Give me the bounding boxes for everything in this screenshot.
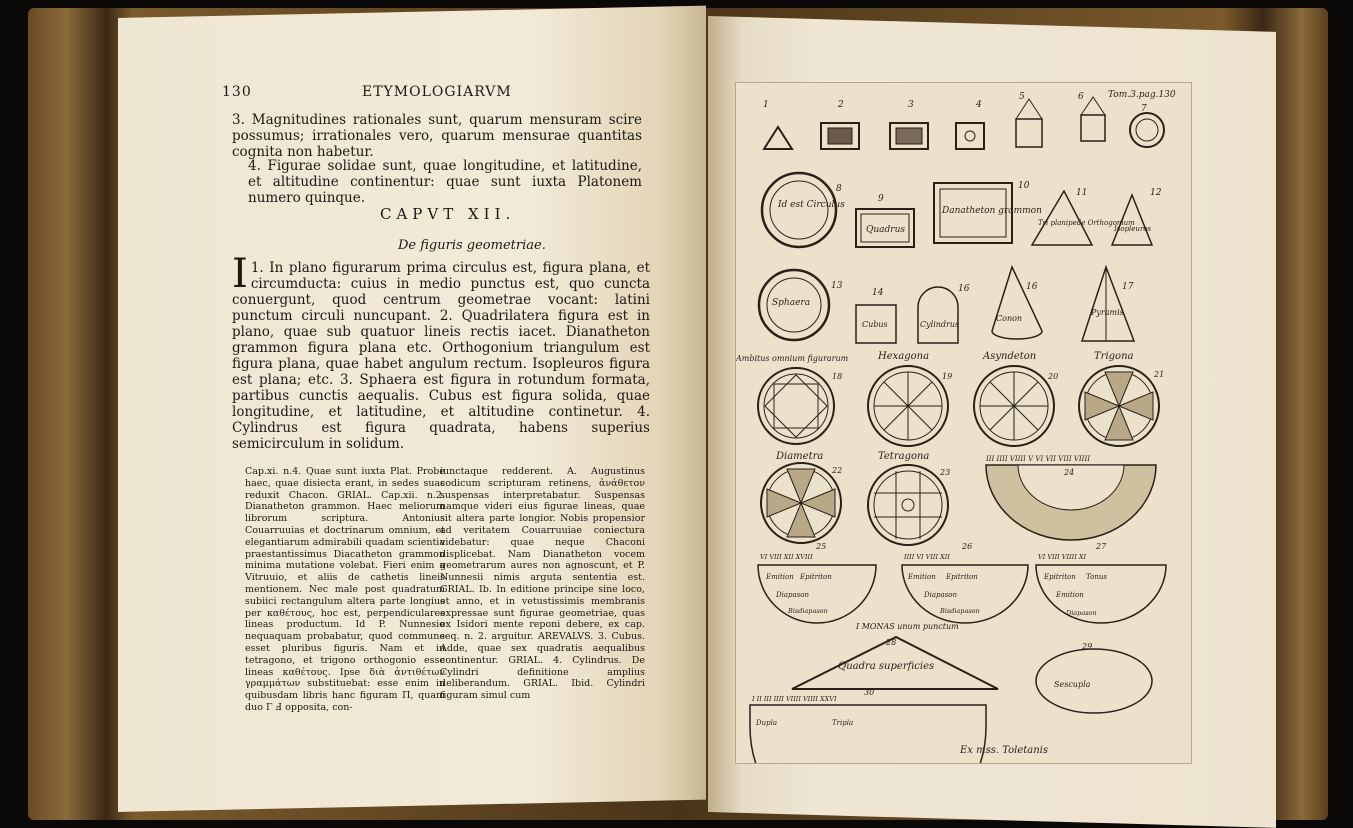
svg-text:23: 23 [940, 468, 951, 477]
footnote-right-column: iunctaque redderent. A. Augustinus codicum scripturam retinens, ἀνάθετον suspensas interpretabatur. Suspensas namque videri eius figurae lineas, quae sit altera parte longior. Nobis propensior ad veritatem Couarruuiae coniectura videbatur: quae neque Chaconi displicebat. Nam Dianatheton vocem geometrarum aures non agnoscunt, et P. Nunnesii nimis arguta sententia est. GRIAL. Ib. In editione principe sine loco, et anno, et in vetustissimis membranis expressae sunt figurae geometriae, quas ex Isidori mente reponi debere, ex cap. seq. n. 2. arguitur. AREVALVS. 3. Cubus. Adde, quae sex quadratis aequalibus continentur. GRIAL. 4. Cylindrus. De Cylindri definitione amplius deliberandum. GRIAL. Ibid. Cylindri figuram simul cum [440, 466, 645, 702]
svg-text:9: 9 [878, 194, 884, 204]
chapter-subtitle: De figuris geometriae. [398, 238, 546, 253]
svg-text:Cylindrus: Cylindrus [920, 320, 960, 329]
svg-text:Quadrus: Quadrus [866, 225, 906, 235]
chapter-body-text: 1. In plano figurarum prima circulus est, figura plana, et circumducta: cuius in medio punctus est, quo cuncta conuergunt, quod centrum geometrae vocant: latini punctum circuli nuncupant. 2. Quadrilatera figura est in plano, quae sub quatuor lineis rectis iacet. Dianatheton grammon figura plana etc. Orthogonium triangulum est figura plana, quae habet angulum rectum. Isopleuros figura est plana; etc. 3. Sphaera est figura in rotundum formata, partibus cunctis aequalis. Cubus est figura solida, quae longitudine, et latitudine, et altitudine continetur. 4. Cylindrus est figura quadrata, habens superius semicirculum in solidum. [232, 260, 650, 452]
svg-text:Tripla: Tripla [832, 719, 854, 727]
svg-text:1: 1 [763, 100, 769, 110]
paragraph-figurae-solidae: 4. Figurae solidae sunt, quae longitudine, et latitudine, et altitudine continentur: quae sunt iuxta Platonem numero quinque. [248, 158, 642, 206]
svg-text:18: 18 [832, 372, 843, 381]
svg-text:5: 5 [1019, 92, 1025, 102]
geometric-plate [735, 82, 1192, 764]
svg-text:Trigona: Trigona [1094, 351, 1134, 362]
svg-text:VI VIII VIIII XI: VI VIII VIIII XI [1038, 553, 1087, 561]
svg-text:Epitriton: Epitriton [1044, 573, 1076, 581]
svg-text:30: 30 [864, 688, 875, 697]
svg-text:25: 25 [816, 542, 827, 551]
row5-figures [761, 451, 1156, 545]
paragraph-magnitudines: 3. Magnitudines rationales sunt, quarum mensuram scire possumus; irrationales vero, quarum mensurae quantitas cognita non habetur. [232, 112, 642, 160]
svg-text:Diapason: Diapason [924, 591, 957, 599]
svg-text:20: 20 [1048, 372, 1059, 381]
svg-text:Danatheton grammon: Danatheton grammon [942, 206, 1042, 216]
svg-text:Bisdiapason: Bisdiapason [940, 607, 980, 615]
svg-text:Tetragona: Tetragona [878, 451, 930, 462]
row7-figures [750, 622, 1152, 763]
plate-drawing [736, 83, 1191, 763]
svg-text:Epitriton: Epitriton [800, 573, 832, 581]
svg-text:27: 27 [1096, 542, 1107, 551]
svg-text:8: 8 [836, 184, 842, 194]
svg-text:14: 14 [872, 288, 884, 298]
row4-wheels [736, 351, 1164, 446]
svg-text:Id est Circulus: Id est Circulus [778, 200, 845, 210]
svg-text:Tonus: Tonus [1086, 573, 1107, 581]
svg-text:VI VIII XII XVIII: VI VIII XII XVIII [760, 553, 813, 561]
svg-text:Pyramis: Pyramis [1091, 308, 1124, 317]
svg-text:24: 24 [1064, 468, 1075, 477]
chapter-heading: CAPVT XII. [380, 205, 516, 223]
svg-text:26: 26 [962, 542, 973, 551]
svg-text:Emition: Emition [766, 573, 794, 581]
svg-text:Hexagona: Hexagona [878, 351, 930, 362]
svg-text:Quadra superficies: Quadra superficies [838, 661, 935, 672]
row1-figures [763, 92, 1164, 149]
svg-text:16: 16 [958, 284, 970, 294]
svg-text:Sphaera: Sphaera [772, 298, 811, 308]
svg-text:19: 19 [942, 372, 953, 381]
svg-text:21: 21 [1154, 370, 1165, 379]
svg-text:16: 16 [1026, 282, 1038, 292]
svg-text:2: 2 [838, 100, 844, 110]
svg-text:Emition: Emition [908, 573, 936, 581]
row2-figures [762, 173, 1162, 247]
svg-text:Sescupla: Sescupla [1054, 680, 1091, 689]
plate-ref: Tom.3.pag.130 [1108, 90, 1176, 100]
svg-text:Ex mss. Toletanis: Ex mss. Toletanis [960, 745, 1049, 756]
svg-text:28: 28 [886, 638, 897, 647]
svg-text:I MONAS unum punctum: I MONAS unum punctum [856, 622, 959, 631]
footnote-left-column: Cap.xi. n.4. Quae sunt iuxta Plat. Probe haec, quae disiecta erant, in sedes suas reduxit Chacon. GRIAL. Cap.xii. n.2. Dianatheton grammon. Haec meliorum librorum scriptura. Antonius Couarruuias et doctrinarum omnium, et elegantiarum admirabili quadam scientia praestantissimus Diacatheton grammon minima mutatione volebat. Fieri enim a Vitruuio, et aliis de cathetis lineis mentionem. Nec male post quadratum subiici rectangulum altera parte longius per καθέτους, hoc est, perpendiculares lineas productum. Id P. Nunnesio nequaquam probabatur, quod commune esset pluribus figuris. Nam et in tetragono, et trigono orthogonio esse lineas καθέτους. Ipse διὰ ἀντιθέτων γραμμάτων substituebat: esse enim in quibusdam libris hanc figuram Π, quam duo Γ Ⅎ opposita, con- [245, 466, 445, 713]
svg-text:10: 10 [1018, 181, 1030, 191]
svg-text:4: 4 [976, 100, 982, 110]
svg-text:17: 17 [1122, 282, 1134, 292]
row6-arcs [758, 542, 1166, 623]
svg-text:Cubus: Cubus [862, 320, 888, 329]
svg-text:22: 22 [832, 466, 843, 475]
svg-text:Bisdiapason: Bisdiapason [788, 607, 828, 615]
svg-text:Diapason: Diapason [1066, 609, 1097, 617]
svg-text:Ambitus omnium figurarum: Ambitus omnium figurarum [736, 354, 849, 363]
svg-text:Tri planipede Orthogonium: Tri planipede Orthogonium [1038, 219, 1135, 227]
svg-text:11: 11 [1076, 188, 1088, 198]
svg-text:Asyndeton: Asyndeton [983, 351, 1037, 362]
svg-text:III IIII VIIII V VI VII VIII V: III IIII VIIII V VI VII VIII VIIII [986, 455, 1090, 463]
svg-text:29: 29 [1082, 642, 1093, 651]
svg-text:I II III IIII VIIII VIIII XXVI: I II III IIII VIIII VIIII XXVI [752, 695, 837, 703]
svg-text:Epitriton: Epitriton [946, 573, 978, 581]
svg-text:Diametra: Diametra [776, 451, 824, 462]
svg-text:IIII VI VIII XII: IIII VI VIII XII [904, 553, 950, 561]
row3-figures [759, 267, 1134, 343]
running-head-title: ETYMOLOGIARVM [362, 84, 512, 100]
drop-cap: I [232, 251, 248, 297]
svg-text:12: 12 [1150, 188, 1162, 198]
svg-text:Dupla: Dupla [756, 719, 778, 727]
svg-text:13: 13 [831, 281, 843, 291]
chapter-body [232, 251, 650, 452]
svg-text:Conon: Conon [996, 314, 1023, 323]
svg-text:Emition: Emition [1056, 591, 1084, 599]
svg-text:6: 6 [1078, 92, 1084, 102]
svg-text:Diapason: Diapason [776, 591, 809, 599]
svg-text:Isopleuros: Isopleuros [1114, 225, 1152, 233]
svg-text:3: 3 [908, 100, 914, 110]
svg-text:7: 7 [1141, 104, 1147, 114]
page-number: 130 [222, 84, 252, 100]
